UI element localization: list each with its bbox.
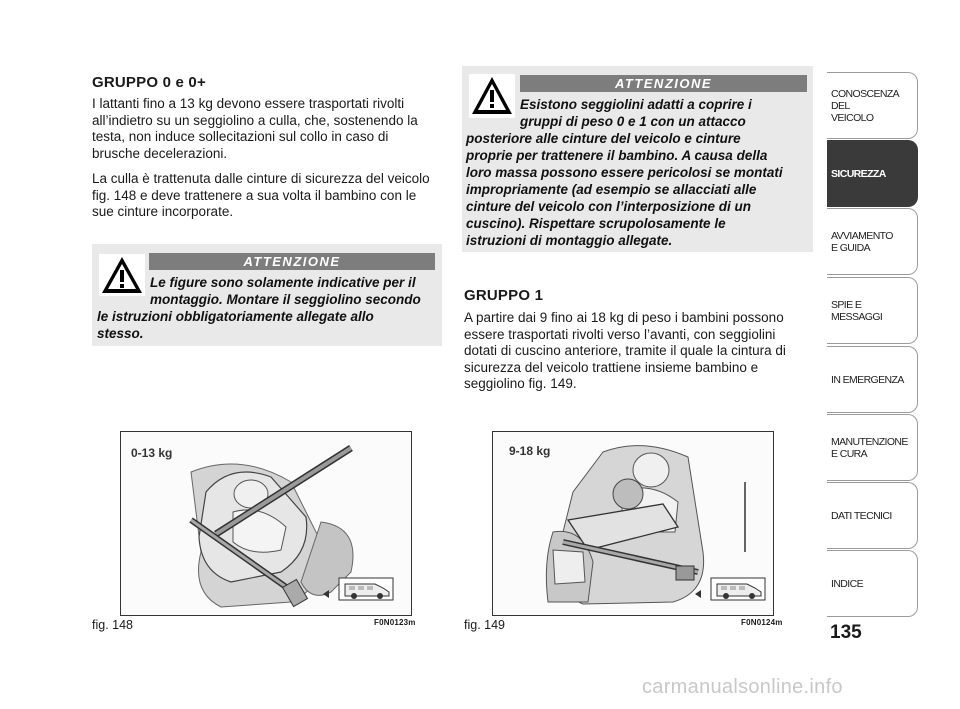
paragraph: La culla è trattenuta dalle cinture di sicurezza del veicolo fig. 148 e deve trattenere a sua volta il bambino con le sue cinture incorporate. bbox=[92, 171, 430, 219]
tab-label: MANUTENZIONE E CURA bbox=[831, 435, 908, 460]
tab-label: CONOSCENZA DEL VEICOLO bbox=[831, 87, 900, 124]
warning-line: cuscino). Rispettare scrupolosamente le bbox=[466, 216, 726, 231]
tab-label: AVVIAMENTO E GUIDA bbox=[831, 229, 893, 254]
warning-title: ATTENZIONE bbox=[520, 75, 807, 92]
warning-line: gruppi di peso 0 e 1 con un attacco bbox=[520, 114, 746, 129]
warning-line: impropriamente (ad esempio se allacciati alle bbox=[466, 182, 757, 197]
warning-line: Esistono seggiolini adatti a coprire i bbox=[520, 97, 752, 112]
tab-indice[interactable] bbox=[827, 550, 918, 617]
tab-sicurezza[interactable] bbox=[827, 140, 918, 207]
tab-avviamento[interactable] bbox=[827, 208, 918, 275]
warning-line: montaggio. Montare il seggiolino secondo bbox=[150, 292, 421, 307]
figure-caption: fig. 149 bbox=[464, 618, 506, 632]
tab-label: INDICE bbox=[831, 577, 863, 590]
tab-conoscenza[interactable] bbox=[827, 72, 918, 139]
figure-148 bbox=[120, 431, 412, 616]
weight-label: 9-18 kg bbox=[509, 444, 551, 458]
warning-line: le istruzioni obbligatoriamente allegate allo bbox=[97, 309, 374, 324]
tab-label: SICUREZZA bbox=[831, 167, 886, 180]
van-direction-icon bbox=[711, 578, 765, 600]
tab-spie[interactable] bbox=[827, 277, 918, 344]
tab-manutenzione[interactable] bbox=[827, 414, 918, 481]
warning-line: proprie per trattenere il bambino. A causa della bbox=[466, 148, 768, 163]
child-seat-illustration bbox=[493, 432, 773, 615]
warning-line: stesso. bbox=[97, 326, 144, 341]
left-body bbox=[92, 96, 437, 230]
tab-label: IN EMERGENZA bbox=[831, 373, 904, 386]
weight-label: 0-13 kg bbox=[131, 446, 173, 460]
tab-label: SPIE E MESSAGGI bbox=[831, 298, 883, 323]
warning-triangle-icon bbox=[99, 254, 145, 296]
figure-149 bbox=[492, 431, 774, 616]
tab-dati-tecnici[interactable] bbox=[827, 482, 918, 549]
tab-label: DATI TECNICI bbox=[831, 509, 892, 522]
paragraph: A partire dai 9 fino ai 18 kg di peso i bambini possono essere trasportati rivolti verso l’avanti, con seggiolini dotati di cuscino anteriore, tramite il quale la cintura di sicurezza del veicolo trattiene insieme bambino e seggiolino fig. 149. bbox=[464, 310, 786, 391]
page-number: 135 bbox=[830, 622, 862, 643]
figure-code: F0N0124m bbox=[741, 618, 783, 627]
paragraph: I lattanti fino a 13 kg devono essere trasportati rivolti all’indietro su un seggiolino a culla, che, sostenendo la testa, non induce sollecitazioni sul collo in caso di brusche decelerazioni. bbox=[92, 96, 418, 161]
van-direction-icon bbox=[339, 578, 393, 600]
tab-emergenza[interactable] bbox=[827, 346, 918, 413]
section-heading-gruppo-0: GRUPPO 0 e 0+ bbox=[92, 74, 206, 91]
warning-title: ATTENZIONE bbox=[149, 253, 435, 270]
watermark: carmanualsonline.info bbox=[642, 676, 843, 698]
figure-caption: fig. 148 bbox=[92, 618, 134, 632]
warning-triangle-icon bbox=[469, 74, 515, 118]
warning-box-left bbox=[92, 244, 442, 346]
warning-line: istruzioni di montaggio allegate. bbox=[466, 233, 673, 248]
figure-code: F0N0123m bbox=[374, 618, 416, 627]
warning-line: cinture del veicolo con l’interposizione di un bbox=[466, 199, 752, 214]
section-heading-gruppo-1: GRUPPO 1 bbox=[464, 287, 544, 304]
warning-line: loro massa possono essere pericolosi se montati bbox=[466, 165, 783, 180]
warning-line: posteriore alle cinture del veicolo e cinture bbox=[466, 131, 741, 146]
warning-box-right bbox=[462, 66, 813, 252]
warning-line: Le figure sono solamente indicative per il bbox=[150, 275, 416, 290]
